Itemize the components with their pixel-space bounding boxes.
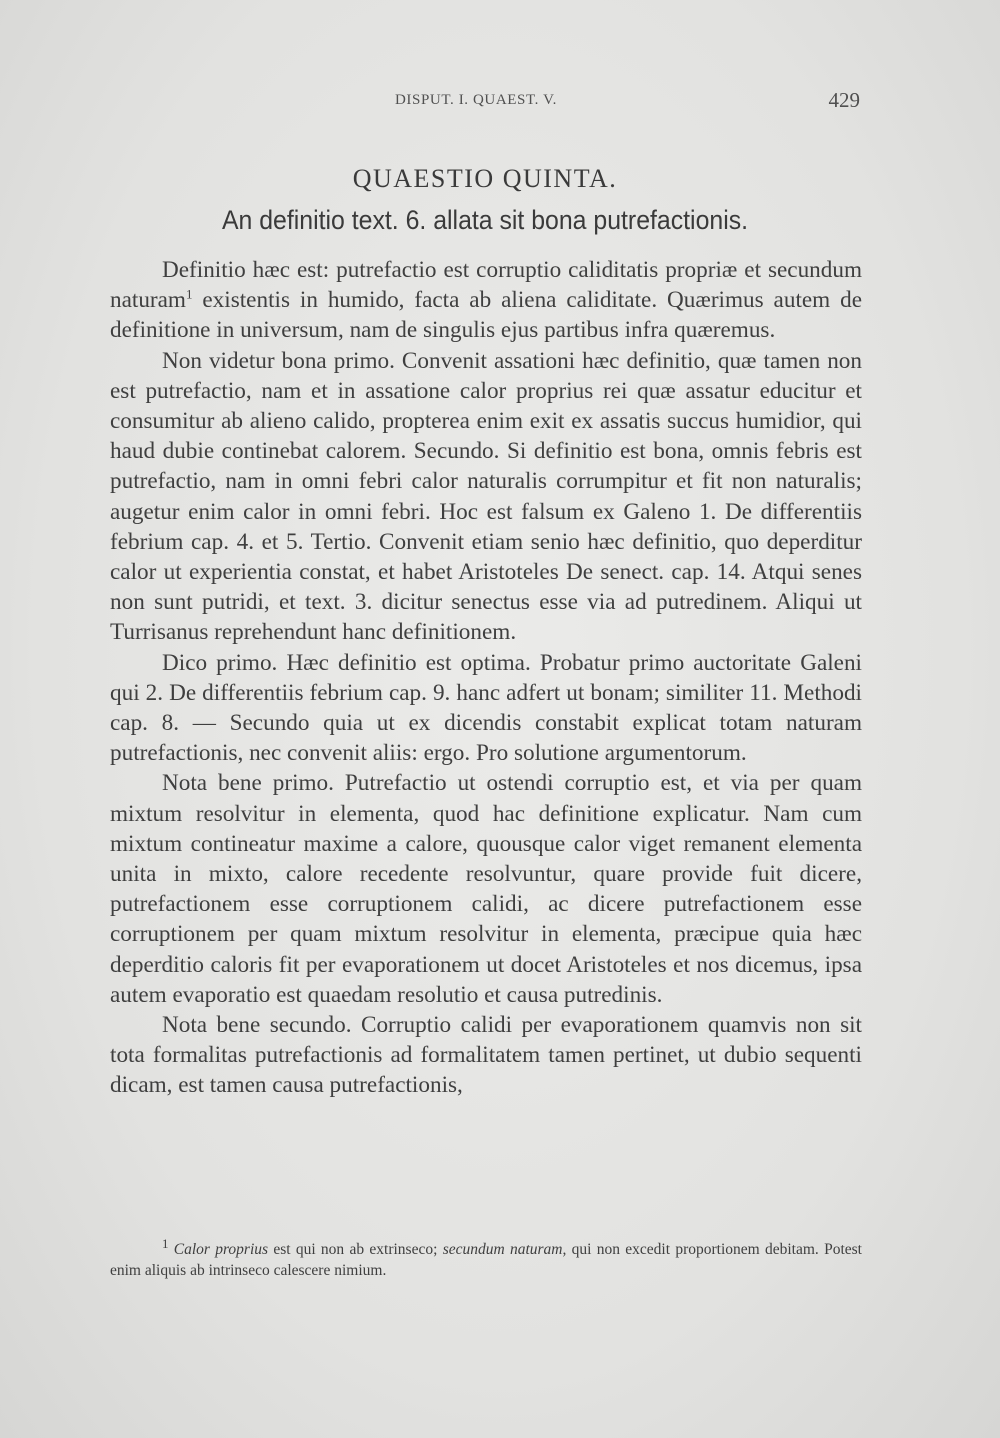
paragraph-definition — [110, 255, 862, 346]
paragraph-objections: Non videtur bona primo. Convenit assationi hæc definitio, quæ tamen non est putrefactio, nam et in assatione calor proprius rei quæ assatur educitur et consumitur ab alieno calido, propterea enim exit ex assatis succus humidior, qui haud dubie continebat calorem. Secundo. Si definitio est bona, omnis febris est putrefactio, nam in omni febri calor naturalis corrumpitur et fit non naturalis; augetur enim calor in omni febri. Hoc est falsum ex Galeno 1. De differentiis febrium cap. 4. et 5. Tertio. Convenit etiam senio hæc definitio, quo deperditur calor ut experientia constat, et habet Aristoteles De senect. cap. 14. Atqui senes non sunt putridi, et text. 3. dicitur senectus esse via ad putredinem. Aliqui ut Turrisanus reprehendunt hanc definitionem. — [110, 347, 862, 646]
paragraph-text: Definitio hæc est: putrefactio est corruptio caliditatis propriæ et secundum naturam — [110, 257, 862, 314]
footnote-italic: Calor proprius — [173, 1241, 269, 1259]
footnote — [110, 1233, 862, 1281]
paragraph-nota-secundo: Nota bene secundo. Corruptio calidi per evaporationem quamvis non sit tota formalitas putrefactionis ad formalitatem tamen pertinet, ut dubio sequenti dicam, est tamen causa putrefactionis, — [110, 1012, 862, 1099]
running-head-title: DISPUT. I. QUAEST. V. — [395, 92, 557, 108]
paragraph-nota-primo: Nota bene primo. Putrefactio ut ostendi corruptio est, et via per quam mixtum resolvitur in elementa, quod hac definitione explicatur. Nam cum mixtum contineatur maxime a calore, quousque calor viget remanent elementa unita in mixto, calore recedente resolvuntur, quare provide fuit dicere, putrefactionem esse corruptionem calidi, ac dicere putrefactionem esse corruptionem per quam mixtum resolvitur in elementa, præcipue quia hæc deperditio caloris fit per evaporationem ut docet Aristoteles et nos dicemus, ipsa autem evaporatio est quaedam resolutio et causa putredinis. — [110, 770, 862, 1008]
body-text — [110, 255, 862, 1101]
running-head — [110, 88, 860, 112]
footnote-reference: 1 — [185, 286, 193, 302]
footnote-text — [110, 1233, 862, 1281]
question-heading: QUAESTIO QUINTA. — [352, 164, 618, 193]
footnote-italic: secundum naturam, — [442, 1241, 567, 1259]
page-number: 429 — [828, 88, 860, 112]
footnote-marker: 1 — [162, 1236, 169, 1251]
paragraph-text: existentis in humido, facta ab aliena caliditate. Quærimus autem de definitione in universum, nam de singulis ejus partibus infra quæremus. — [110, 287, 862, 344]
footnote-plain: est qui non ab extrinseco; — [268, 1241, 443, 1259]
footnote-plain: qui non excedit proportionem debitam. Potest enim aliquis ab intrinseco calescere nimium. — [110, 1241, 862, 1280]
paragraph-dico-primo: Dico primo. Hæc definitio est optima. Probatur primo auctoritate Galeni qui 2. De differentiis febrium cap. 9. hanc adfert ut bonam; similiter 11. Methodi cap. 8. — Secundo quia ut ex dicendis constabit explicat totam naturam putrefactionis, nec convenit aliis: ergo. Pro solutione argumentorum. — [110, 649, 862, 767]
question-subheading: An definitio text. 6. allata sit bona putrefactionis. — [221, 205, 749, 235]
